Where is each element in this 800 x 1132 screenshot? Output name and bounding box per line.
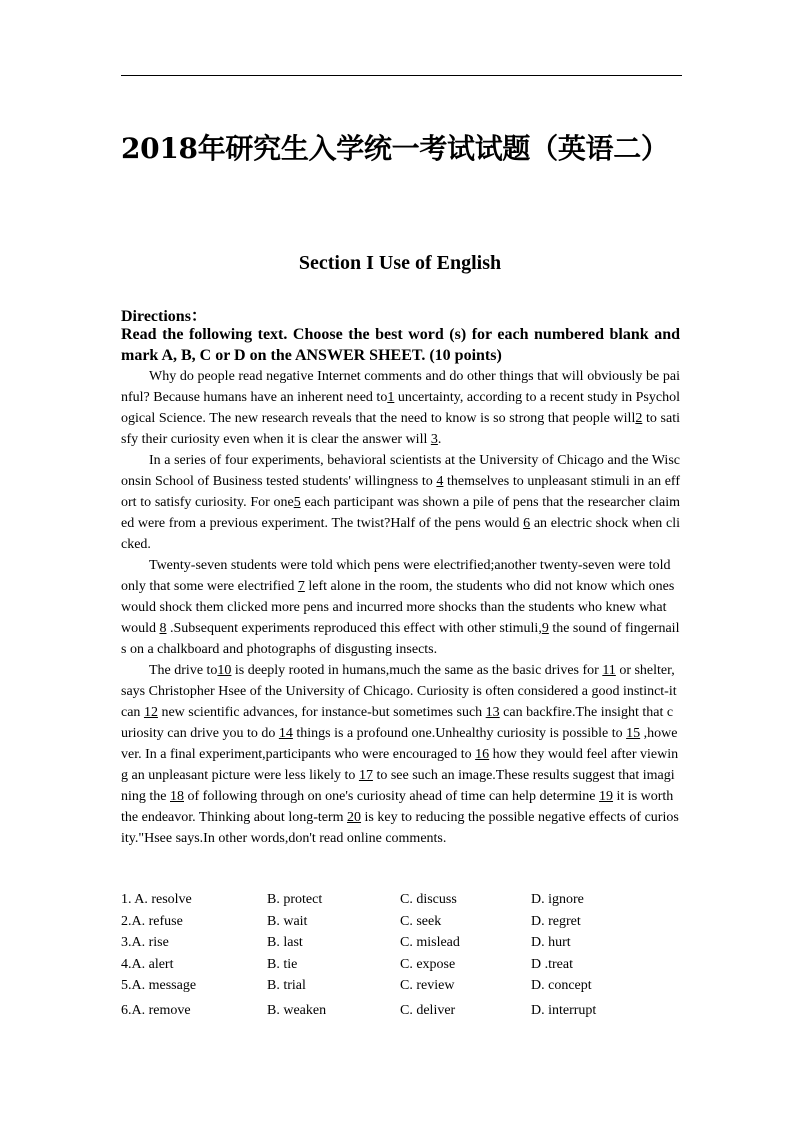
blank-number: 2 — [635, 411, 643, 426]
section-title: Section I Use of English — [298, 252, 502, 274]
option: B. wait — [267, 913, 308, 929]
passage-text: each participant was shown a pile of pens that the researcher claimed were from a previous experiment. The twist?Half of the pens would — [121, 495, 680, 531]
blank-number: 9 — [541, 621, 549, 636]
option: C. discuss — [400, 892, 457, 907]
blank-number: 11 — [602, 663, 616, 678]
passage-text: it is worth the endeavor. Thinking about long-term — [121, 789, 674, 825]
passage-text: to see such an image.These results suggest that imagining the — [121, 768, 675, 804]
option: 1. A. resolve — [121, 892, 192, 907]
option-row — [121, 914, 641, 936]
option: C. mislead — [400, 935, 460, 951]
option: D. hurt — [531, 935, 571, 951]
passage-text: to satisfy their curiosity even when it is clear the answer will — [121, 411, 680, 447]
option: C. review — [400, 978, 455, 994]
passage-text: of following through on one's curiosity ahead of time can help determine — [184, 789, 600, 804]
passage-text: Twenty-seven students were told which pens were electrified;another twenty-seven were told only that some were electrified — [121, 558, 671, 594]
passage-text: or shelter,says Christopher Hsee of the University of Chicago. Curiosity is often considered a good instinct-it can — [121, 663, 677, 720]
option-row — [121, 935, 641, 957]
header-rule — [121, 75, 682, 76]
option: 5.A. message — [121, 978, 197, 994]
passage-text: is deeply rooted in humans,much the same as the basic drives for — [231, 663, 603, 678]
option: D. ignore — [531, 892, 584, 907]
passage-text: themselves to unpleasant stimuli in an effort to satisfy curiosity. For one — [121, 474, 680, 510]
answer-options — [121, 892, 641, 1025]
passage-text: the sound of fingernails on a chalkboard and photographs of disgusting insects. — [121, 621, 680, 657]
passage-paragraph — [121, 660, 680, 849]
passage-text: .Subsequent experiments reproduced this effect with other stimuli, — [166, 621, 542, 636]
passage-text: In a series of four experiments, behavioral scientists at the University of Chicago and the Wisconsin School of Business tested students' willingness to — [121, 453, 680, 489]
blank-number: 6 — [523, 516, 531, 531]
passage-text: new scientific advances, for instance-but sometimes such — [157, 705, 486, 720]
option: B. last — [267, 935, 303, 951]
directions-label: Directions： — [121, 308, 207, 325]
option: 2.A. refuse — [121, 913, 183, 929]
option: B. weaken — [267, 1002, 327, 1018]
exam-title: 2018年研究生入学统一考试试题（英语二） — [121, 132, 669, 165]
passage-text: ,however. In a final experiment,participants who were encouraged to — [121, 726, 678, 762]
option: D. interrupt — [531, 1002, 597, 1018]
passage-text: how they would feel after viewing an unpleasant picture were less likely to — [121, 747, 679, 783]
blank-number: 17 — [358, 768, 373, 783]
option: C. seek — [400, 913, 442, 929]
blank-number: 10 — [217, 663, 232, 678]
option: D. regret — [531, 913, 581, 929]
option: C. deliver — [400, 1002, 456, 1018]
passage-text: can backfire.The insight that curiosity can drive you to do — [121, 705, 674, 741]
passage-paragraph — [121, 450, 680, 555]
blank-number: 1 — [387, 390, 395, 405]
passage-text: left alone in the room, the students who did not know which ones would shock them clicked more pens and incurred more shocks than the students who knew what would — [121, 579, 675, 636]
blank-number: 14 — [278, 726, 293, 741]
passage-paragraph — [121, 555, 680, 660]
blank-number: 7 — [297, 579, 305, 594]
blank-number: 18 — [170, 789, 184, 804]
option-row — [121, 892, 641, 914]
option: C. expose — [400, 956, 456, 972]
blank-number: 8 — [159, 621, 167, 636]
passage-text: is key to reducing the possible negative effects of curiosity."Hsee says.In other words,don't read online comments. — [121, 810, 679, 846]
option: 6.A. remove — [121, 1002, 191, 1018]
passage-text: Why do people read negative Internet comments and do other things that will obviously be painful? Because humans have an inherent need to — [121, 369, 680, 405]
option: 3.A. rise — [121, 935, 169, 951]
passage-paragraph — [121, 366, 680, 450]
blank-number: 4 — [436, 474, 444, 489]
option-row — [121, 978, 641, 1000]
blank-number: 19 — [599, 789, 614, 804]
option-row — [121, 957, 641, 979]
passage-text: . — [437, 432, 442, 447]
passage — [121, 366, 680, 849]
option: 4.A. alert — [121, 956, 174, 972]
option: D .treat — [531, 956, 573, 972]
passage-text: The drive to — [149, 663, 218, 678]
blank-number: 5 — [293, 495, 301, 510]
blank-number: 20 — [347, 810, 362, 825]
blank-number: 13 — [485, 705, 500, 720]
directions-text: Read the following text. Choose the best word (s) for each numbered blank and mark A, B, C or D on the ANSWER SHEET. (10 points) — [121, 326, 680, 364]
option: B. protect — [267, 892, 323, 907]
blank-number: 15 — [626, 726, 641, 741]
option: B. tie — [267, 956, 298, 972]
passage-text: things is a profound one.Unhealthy curiosity is possible to — [292, 726, 627, 741]
passage-text: an electric shock when clicked. — [121, 516, 680, 552]
option: B. trial — [267, 978, 306, 994]
option-row — [121, 1003, 641, 1025]
blank-number: 3 — [430, 432, 438, 447]
blank-number: 16 — [475, 747, 490, 762]
blank-number: 12 — [143, 705, 158, 720]
option: D. concept — [531, 978, 592, 994]
passage-text: uncertainty, according to a recent study in Psychological Science. The new research reveals that the need to know is so strong that people will — [121, 390, 680, 426]
